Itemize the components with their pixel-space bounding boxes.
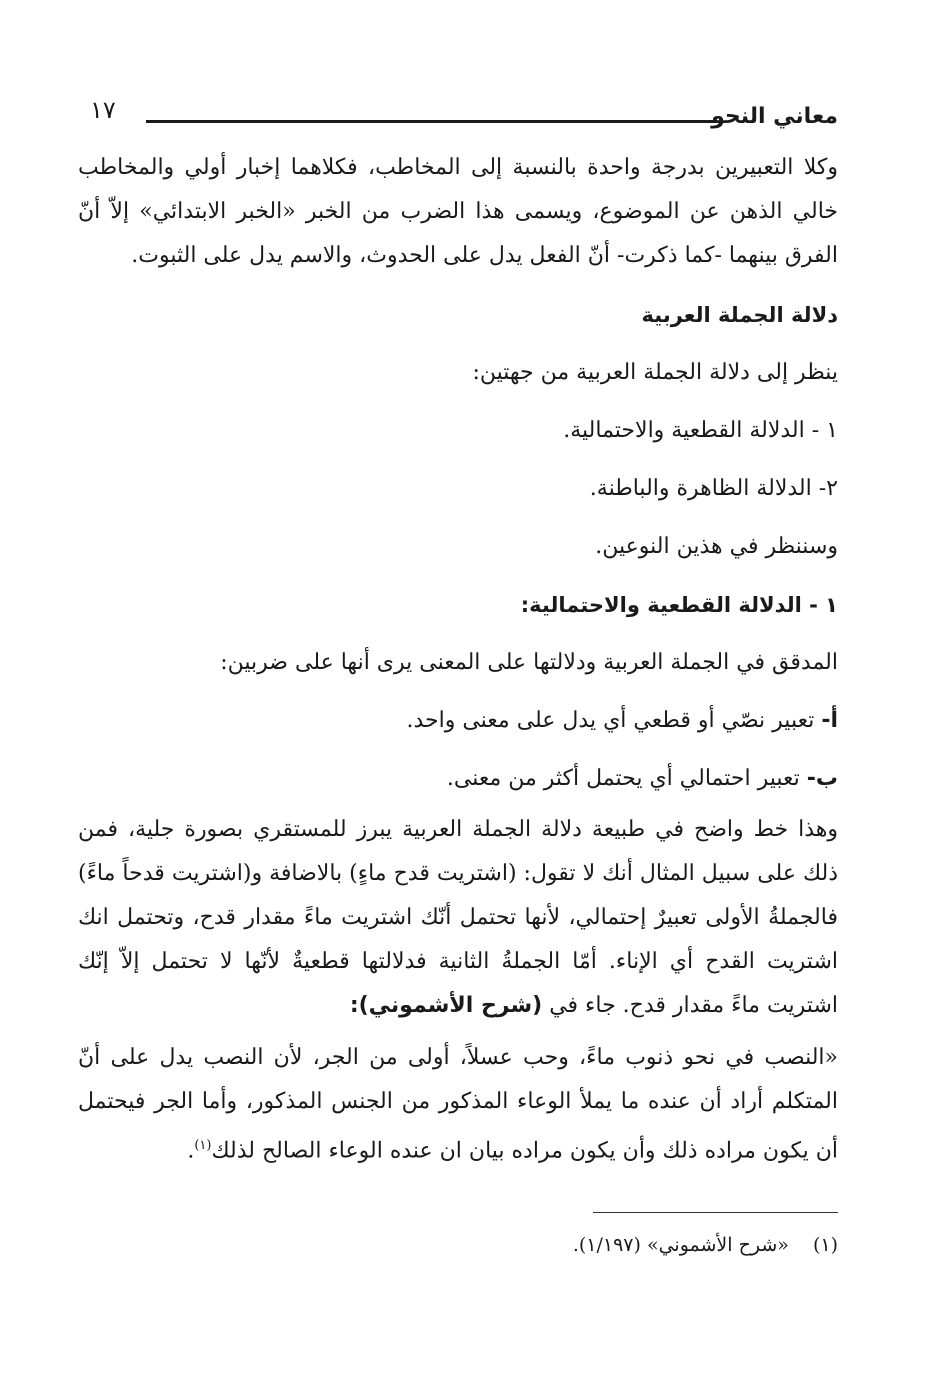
source-reference: (شرح الأشموني): [349, 993, 543, 1018]
subsection-heading: ١ - الدلالة القطعية والاحتمالية: [520, 593, 838, 617]
quotation-text: «النصب في نحو ذنوب ماءً، وحب عسلاً، أولى من الجر، لأن النصب يدل على أنّ المتكلم أراد أن عنده ما يملأ الوعاء المذكور من الجنس المذكور، وأما الجر فيحتمل أن يكون مراده ذلك وأن يكون مراده بيان ان عنده الوعاء الصالح لذلك [78, 1045, 838, 1164]
footnote-ref: (١) [194, 1138, 212, 1153]
quotation-end: . [187, 1138, 195, 1164]
paragraph-2: المدقق في الجملة العربية ودلالتها على المعنى يرى أنها على ضربين: [220, 650, 838, 675]
footnote-marker: (١) [812, 1234, 838, 1256]
paragraph-3-text: وهذا خط واضح في طبيعة دلالة الجملة العربية يبرز للمستقري بصورة جلية، فمن ذلك على سبيل المثال أنك لا تقول: (اشتريت قدح ماءٍ) بالاضافة و(اشتريت قدحاً ماءً) فالجملةُ الأولى تعبيرٌ إحتمالي، لأنها تحتمل أنّك اشتريت ماءً مقدار قدح، وتحتمل انك اشتريت القدح أي الإناء. أمّا الجملةُ الثانية فدلالتها قطعيةٌ لأنّها لا تحتمل إلاّ إنّك اشتريت ماءً مقدار قدح. جاء في [78, 817, 839, 1018]
footnote [238, 1230, 838, 1260]
page-header [78, 92, 838, 136]
list-marker-b: ب- [806, 766, 838, 791]
footnote-rule [593, 1212, 838, 1213]
body-text [78, 146, 838, 1173]
section-heading: دلالة الجملة العربية [641, 303, 838, 327]
list-item-1: ١ - الدلالة القطعية والاحتمالية. [563, 418, 838, 443]
list-text-b: تعبير احتمالي أي يحتمل أكثر من معنى. [446, 766, 800, 791]
page-number: ١٧ [90, 96, 116, 124]
footnote-text: «شرح الأشموني» (١/١٩٧). [572, 1234, 789, 1256]
paragraph-3 [78, 808, 838, 1028]
list-item-a [78, 692, 838, 750]
note-line: وسننظر في هذين النوعين. [595, 534, 838, 559]
list-item-2: ٢- الدلالة الظاهرة والباطنة. [589, 476, 838, 501]
header-rule [146, 120, 716, 123]
list-text-a: تعبير نصّي أو قطعي أي يدل على معنى واحد. [406, 708, 815, 733]
list-marker-a: أ- [821, 708, 838, 733]
quotation [78, 1036, 838, 1173]
running-title: معاني النحو [711, 104, 838, 129]
paragraph-1: وكلا التعبيرين بدرجة واحدة بالنسبة إلى المخاطب، فكلاهما إخبار أولي والمخاطب خالي الذهن عن الموضوع، ويسمى هذا الضرب من الخبر «الخبر الابتدائي» إلاّ أنّ الفرق بينهما -كما ذكرت- أنّ الفعل يدل على الحدوث، والاسم يدل على الثبوت. [78, 155, 838, 268]
list-item-b [78, 750, 838, 808]
intro-line: ينظر إلى دلالة الجملة العربية من جهتين: [472, 360, 838, 385]
